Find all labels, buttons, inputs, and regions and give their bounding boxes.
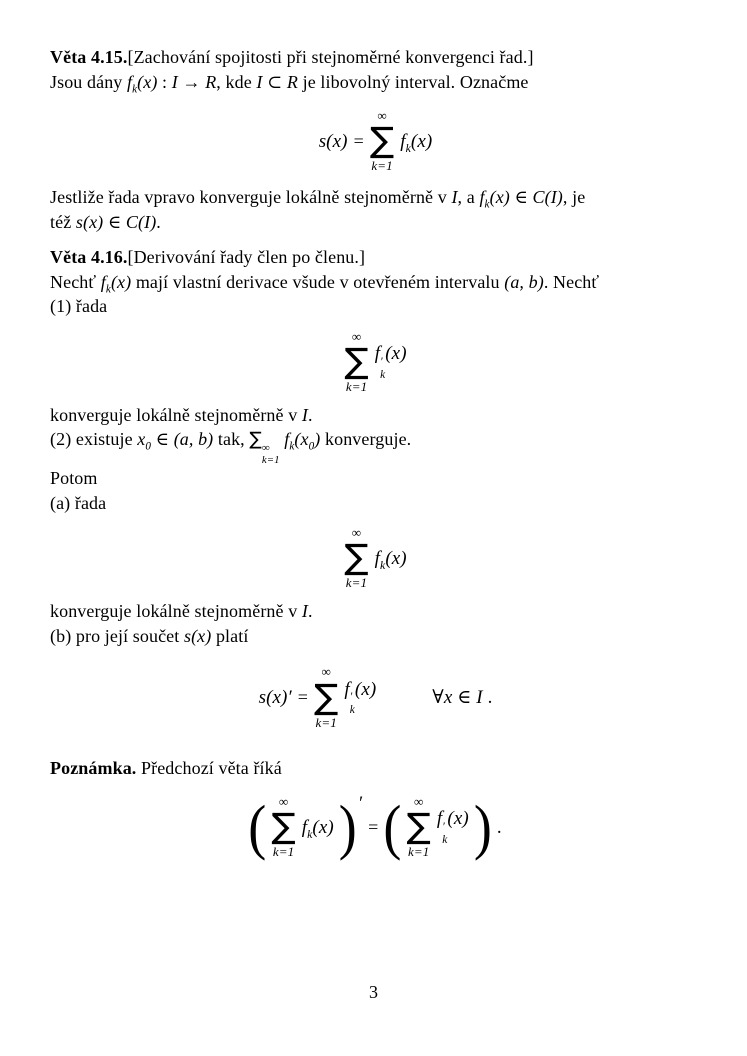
display-formula-s-equals-sum-fk: s(x) = ∞ ∑ k=1 $f_k(x)$ [318, 108, 433, 174]
display-formula-sum-derivative-identity: ( ∞ ∑ k=1 $f_k(x)$ ) ′ = ( ∞ ∑ k=1 f ′ k (x) ) . [248, 792, 502, 862]
theorem-416-item-a-label: (a) řada [50, 492, 107, 513]
display-formula-derivative-of-sum: s(x)′ = ∞ ∑ k=1 f ′ k (x) ∀x ∈ I . [258, 664, 493, 730]
theorem-416-item1-label: (1) řada [50, 296, 108, 317]
theorem-415-intro: Jsou dány $f_k(x)$ : I → R, kde I ⊂ R je libovolný interval. Označme [50, 71, 529, 96]
theorem-415-conclusion-line2: též s(x) ∈ C(I). [50, 211, 161, 232]
display-formula-sum-fk-prime: ∞ ∑ k=1 f ′ k (x) [344, 328, 407, 395]
display-formula-sum-fk: ∞ ∑ k=1 $f_k(x)$ [344, 525, 407, 591]
theorem-416-item2: (2) existuje $x_0$ ∈ (a, b) tak, ∑ ∞ k=1 $f_k(x_0)$ konverguje. [50, 429, 412, 466]
theorem-416-hypothesis: Nechť $f_k(x)$ mají vlastní derivace všude v otevřeném intervalu (a, b). Nechť [50, 271, 600, 296]
theorem-416-item-b: (b) pro její součet s(x) platí [50, 625, 249, 646]
theorem-415-heading: Věta 4.15.[Zachování spojitosti při stejnoměrné konvergenci řad.] [50, 47, 534, 67]
theorem-416-item1-conclusion: konverguje lokálně stejnoměrně v I. [50, 404, 313, 425]
theorem-415-conclusion-line1: Jestliže řada vpravo konverguje lokálně stejnoměrně v I, a $f_k(x)$ ∈ C(I), je [50, 187, 586, 211]
theorem-416-item-a-conclusion: konverguje lokálně stejnoměrně v I. [50, 601, 313, 622]
theorem-416-potom: Potom [50, 468, 98, 489]
remark-heading: Poznámka. Předchozí věta říká [50, 758, 282, 779]
page-number: 3 [368, 982, 379, 1002]
theorem-416-heading: Věta 4.16.[Derivování řady člen po členu.] [50, 247, 366, 268]
